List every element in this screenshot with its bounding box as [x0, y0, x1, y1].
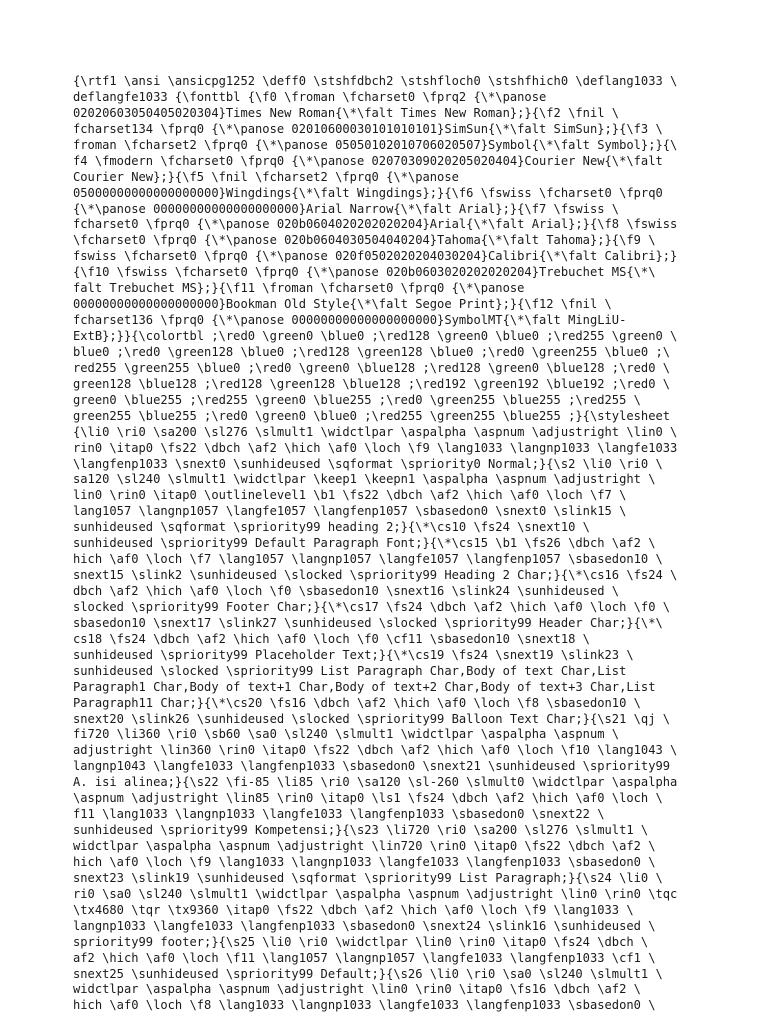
text-line: fcharset134 \fprq0 {\*\panose 02010600030101010101}SimSun{\*\falt SimSun};}{\f3 \	[73, 121, 663, 136]
rtf-source-text	[73, 74, 677, 1014]
text-line: \langfenp1033 \snext0 \sunhideused \sqformat \spriority0 Normal;}{\s2 \li0 \ri0 \	[73, 456, 663, 471]
text-line: lin0 \rin0 \itap0 \outlinelevel1 \b1 \fs22 \dbch \af2 \hich \af0 \loch \f7 \	[73, 488, 627, 503]
text-line: widctlpar \aspalpha \aspnum \adjustright \lin0 \rin0 \itap0 \fs16 \dbch \af2 \	[73, 982, 641, 997]
text-line: cs18 \fs24 \dbch \af2 \hich \af0 \loch \f0 \cf11 \sbasedon10 \snext18 \	[73, 631, 590, 646]
text-line: adjustright \lin360 \rin0 \itap0 \fs22 \dbch \af2 \hich \af0 \loch \f10 \lang1043 \	[73, 743, 678, 758]
text-line: green0 \blue255 ;\red255 \green0 \blue255 ;\red0 \green255 \blue255 ;\red255 \	[73, 392, 641, 407]
text-line: deflangfe1033 {\fonttbl {\f0 \froman \fcharset0 \fprq2 {\*\panose	[73, 89, 547, 104]
text-line: 05000000000000000000}Wingdings{\*\falt Wingdings};}{\f6 \fswiss \fcharset0 \fprq0	[73, 185, 663, 200]
text-line: widctlpar \aspalpha \aspnum \adjustright \lin720 \rin0 \itap0 \fs22 \dbch \af2 \	[73, 839, 656, 853]
text-line: fi720 \li360 \ri0 \sb60 \sa0 \sl240 \slmult1 \widctlpar \aspalpha \aspnum \	[73, 727, 620, 742]
text-line: f4 \fmodern \fcharset0 \fprq0 {\*\panose 02070309020205020404}Courier New{\*\falt	[73, 153, 663, 168]
text-line: fcharset136 \fprq0 {\*\panose 00000000000000000000}SymbolMT{\*\falt MingLiU-	[73, 313, 627, 328]
text-line: f11 \lang1033 \langnp1033 \langfe1033 \langfenp1033 \sbasedon0 \snext22 \	[73, 807, 605, 822]
text-line: snext23 \slink19 \sunhideused \sqformat \spriority99 List Paragraph;}{\s24 \li0 \	[73, 870, 663, 885]
text-line: ExtB};}}{\colortbl ;\red0 \green0 \blue0 ;\red128 \green0 \blue0 ;\red255 \green0 \	[73, 329, 678, 343]
text-line: green128 \blue128 ;\red128 \green128 \blue128 ;\red192 \green192 \blue192 ;\red0 \	[73, 376, 671, 391]
text-line: sunhideused \spriority99 Placeholder Text;}{\*\cs19 \fs24 \snext19 \slink23 \	[73, 647, 634, 662]
text-line: lang1057 \langnp1057 \langfe1057 \langfenp1057 \sbasedon0 \snext0 \slink15 \	[73, 504, 627, 519]
text-line: {\*\panose 00000000000000000000}Arial Narrow{\*\falt Arial};}{\f7 \fswiss \	[73, 201, 620, 216]
text-line: sunhideused \spriority99 Kompetensi;}{\s23 \li720 \ri0 \sa200 \sl276 \slmult1 \	[73, 823, 649, 838]
text-line: sunhideused \spriority99 Default Paragraph Font;}{\*\cs15 \b1 \fs26 \dbch \af2 \	[73, 536, 656, 551]
text-line: blue0 ;\red0 \green128 \blue0 ;\red128 \green128 \blue0 ;\red0 \green255 \blue0 ;\	[73, 344, 671, 359]
text-line: A. isi alinea;}{\s22 \fi-85 \li85 \ri0 \sa120 \sl-260 \slmult0 \widctlpar \aspalpha	[73, 775, 678, 790]
text-line: hich \af0 \loch \f9 \lang1033 \langnp1033 \langfe1033 \langfenp1033 \sbasedon0 \	[73, 854, 656, 869]
text-line: sbasedon10 \snext17 \slink27 \sunhideused \slocked \spriority99 Header Char;}{\*\	[73, 615, 663, 630]
text-line: Paragraph1 Char,Body of text+1 Char,Body of text+2 Char,Body of text+3 Char,List	[73, 679, 656, 694]
text-line: spriority99 footer;}{\s25 \li0 \ri0 \widctlpar \lin0 \rin0 \itap0 \fs24 \dbch \	[73, 934, 649, 949]
text-line: snext20 \slink26 \sunhideused \slocked \spriority99 Balloon Text Char;}{\s21 \qj \	[73, 711, 671, 726]
text-line: froman \fcharset2 \fprq0 {\*\panose 05050102010706020507}Symbol{\*\falt Symbol};}{\	[73, 137, 678, 152]
text-line: Paragraph11 Char;}{\*\cs20 \fs16 \dbch \af2 \hich \af0 \loch \f8 \sbasedon10 \	[73, 695, 641, 710]
text-line: ri0 \sa0 \sl240 \slmult1 \widctlpar \aspalpha \aspnum \adjustright \lin0 \rin0 \tqc	[73, 886, 678, 901]
text-line: {\li0 \ri0 \sa200 \sl276 \slmult1 \widctlpar \aspalpha \aspnum \adjustright \lin0 \	[73, 424, 678, 439]
text-line: hich \af0 \loch \f7 \lang1057 \langnp1057 \langfe1057 \langfenp1057 \sbasedon10 \	[73, 552, 663, 567]
text-line: green255 \blue255 ;\red0 \green0 \blue0 ;\red255 \green255 \blue255 ;}{\stylesheet	[73, 408, 671, 423]
text-line: langnp1033 \langfe1033 \langfenp1033 \sbasedon0 \snext24 \slink16 \sunhideused \	[73, 918, 656, 933]
text-line: falt Trebuchet MS};}{\f11 \froman \fcharset0 \fprq0 {\*\panose	[73, 281, 525, 296]
text-line: fswiss \fcharset0 \fprq0 {\*\panose 020f0502020204030204}Calibri{\*\falt Calibri};}	[73, 249, 678, 264]
text-line: \aspnum \adjustright \lin85 \rin0 \itap0 \ls1 \fs24 \dbch \af2 \hich \af0 \loch \	[73, 791, 663, 806]
text-line: af2 \hich \af0 \loch \f11 \lang1057 \langnp1057 \langfe1033 \langfenp1033 \cf1 \	[73, 950, 656, 965]
text-line: {\f10 \fswiss \fcharset0 \fprq0 {\*\panose 020b0603020202020204}Trebuchet MS{\*\	[73, 265, 656, 280]
text-line: snext15 \slink2 \sunhideused \slocked \spriority99 Heading 2 Char;}{\*\cs16 \fs24 \	[73, 568, 678, 583]
text-line: 00000000000000000000}Bookman Old Style{\*\falt Segoe Print};}{\f12 \fnil \	[73, 297, 612, 312]
text-line: 02020603050405020304}Times New Roman{\*\falt Times New Roman};}{\f2 \fnil \	[73, 105, 620, 120]
text-line: \fcharset0 \fprq0 {\*\panose 020b0604030504040204}Tahoma{\*\falt Tahoma};}{\f9 \	[73, 233, 656, 248]
text-line: rin0 \itap0 \fs22 \dbch \af2 \hich \af0 \loch \f9 \lang1033 \langnp1033 \langfe1033	[73, 440, 678, 455]
text-line: \tx4680 \tqr \tx9360 \itap0 \fs22 \dbch \af2 \hich \af0 \loch \f9 \lang1033 \	[73, 902, 634, 917]
text-line: sa120 \sl240 \slmult1 \widctlpar \keep1 \keepn1 \aspalpha \aspnum \adjustright \	[73, 472, 656, 487]
text-line: red255 \green255 \blue0 ;\red0 \green0 \blue128 ;\red128 \green0 \blue128 ;\red0 \	[73, 360, 671, 375]
text-line: slocked \spriority99 Footer Char;}{\*\cs17 \fs24 \dbch \af2 \hich \af0 \loch \f0 \	[73, 599, 671, 614]
text-line: sunhideused \slocked \spriority99 List Paragraph Char,Body of text Char,List	[73, 663, 627, 678]
text-line: {\rtf1 \ansi \ansicpg1252 \deff0 \stshfdbch2 \stshfloch0 \stshfhich0 \deflang1033 \	[73, 74, 678, 88]
text-line: fcharset0 \fprq0 {\*\panose 020b0604020202020204}Arial{\*\falt Arial};}{\f8 \fswiss	[73, 217, 678, 232]
text-line: sunhideused \sqformat \spriority99 heading 2;}{\*\cs10 \fs24 \snext10 \	[73, 520, 590, 535]
text-line: dbch \af2 \hich \af0 \loch \f0 \sbasedon10 \snext16 \slink24 \sunhideused \	[73, 584, 620, 598]
text-line: langnp1043 \langfe1033 \langfenp1033 \sbasedon0 \snext21 \sunhideused \spriority99	[73, 759, 671, 774]
text-line: snext25 \sunhideused \spriority99 Default;}{\s26 \li0 \ri0 \sa0 \sl240 \slmult1 \	[73, 966, 663, 981]
text-line: hich \af0 \loch \f8 \lang1033 \langnp1033 \langfe1033 \langfenp1033 \sbasedon0 \	[73, 998, 656, 1013]
text-line: Courier New};}{\f5 \fnil \fcharset2 \fprq0 {\*\panose	[73, 169, 459, 184]
